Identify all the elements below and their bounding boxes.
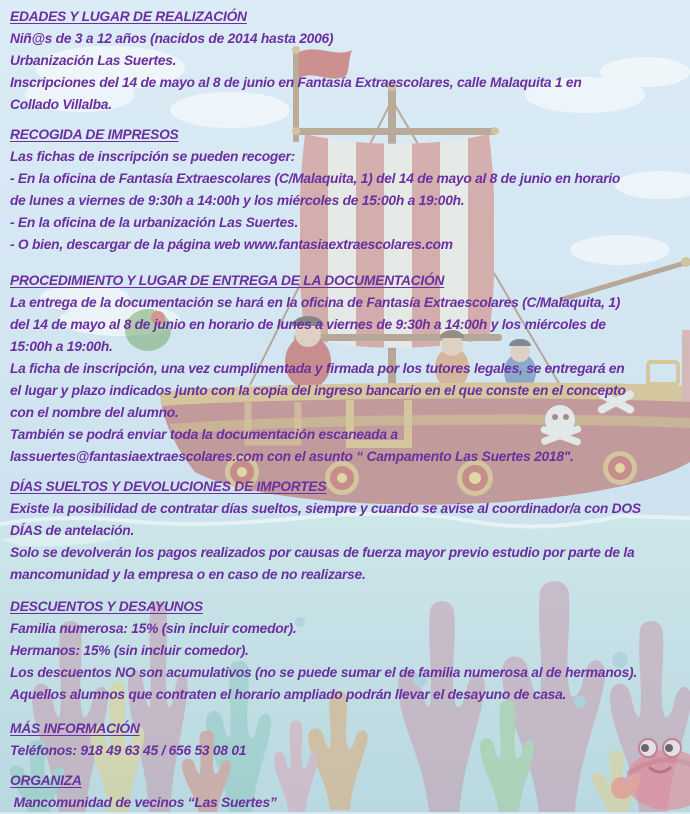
- section-edades: [10, 6, 690, 116]
- text-line: La entrega de la documentación se hará en la oficina de Fantasía Extraescolares (C/Malaquita, 1): [10, 295, 621, 310]
- section-organiza: [10, 770, 690, 814]
- text-line: Urbanización Las Suertes.: [10, 53, 177, 68]
- text-line: de lunes a viernes de 9:30h a 14:00h y los miércoles de 15:00h a 19:00h.: [10, 193, 465, 208]
- section-descuentos: [10, 596, 690, 706]
- text-line: Familia numerosa: 15% (sin incluir comedor).: [10, 621, 297, 636]
- text-line: Inscripciones del 14 de mayo al 8 de junio en Fantasía Extraescolares, calle Malaquita 1 en: [10, 75, 582, 90]
- section-dias-sueltos: [10, 476, 690, 586]
- text-line: Los descuentos NO son acumulativos (no se puede sumar el de familia numerosa al de hermanos).: [10, 665, 637, 680]
- text-line: Collado Villalba.: [10, 97, 112, 112]
- phone-numbers: Teléfonos: 918 49 63 45 / 656 53 08 01: [10, 743, 247, 758]
- text-line: con el nombre del alumno.: [10, 405, 179, 420]
- text-line: Niñ@s de 3 a 12 años (nacidos de 2014 hasta 2006): [10, 31, 334, 46]
- text-line: - En la oficina de la urbanización Las Suertes.: [10, 215, 299, 230]
- section-heading: DÍAS SUELTOS Y DEVOLUCIONES DE IMPORTES: [10, 479, 327, 494]
- section-recogida: [10, 124, 690, 256]
- text-line: 15:00h a 19:00h.: [10, 339, 113, 354]
- section-heading: EDADES Y LUGAR DE REALIZACIÓN: [10, 9, 247, 24]
- text-line: lassuertes@fantasiaextraescolares.com con el asunto “ Campamento Las Suertes 2018".: [10, 449, 574, 464]
- text-line: También se podrá enviar toda la documentación escaneada a: [10, 427, 398, 442]
- text-line: el lugar y plazo indicados junto con la copia del ingreso bancario en el que conste en el concepto: [10, 383, 626, 398]
- text-line: Las fichas de inscripción se pueden recoger:: [10, 149, 295, 164]
- section-heading: PROCEDIMIENTO Y LUGAR DE ENTREGA DE LA DOCUMENTACIÓN: [10, 273, 445, 288]
- section-heading: ORGANIZA: [10, 773, 82, 788]
- section-heading: RECOGIDA DE IMPRESOS: [10, 127, 179, 142]
- text-line: Hermanos: 15% (sin incluir comedor).: [10, 643, 249, 658]
- text-line: - En la oficina de Fantasía Extraescolares (C/Malaquita, 1) del 14 de mayo al 8 de junio en horario: [10, 171, 621, 186]
- section-heading: DESCUENTOS Y DESAYUNOS: [10, 599, 203, 614]
- section-mas-informacion: [10, 718, 690, 762]
- text-line: Aquellos alumnos que contraten el horario ampliado podrán llevar el desayuno de casa.: [10, 687, 567, 702]
- text-line: Solo se devolverán los pagos realizados por causas de fuerza mayor previo estudio por parte de la: [10, 545, 635, 560]
- section-heading: MÁS INFORMACIÓN: [10, 721, 140, 736]
- text-line: - O bien, descargar de la página web www.fantasiaextraescolares.com: [10, 237, 453, 252]
- text-line: Existe la posibilidad de contratar días sueltos, siempre y cuando se avise al coordinador/a con DOS: [10, 501, 641, 516]
- text-line: del 14 de mayo al 8 de junio en horario de lunes a viernes de 9:30h a 14:00h y los miércoles de: [10, 317, 606, 332]
- section-procedimiento: [10, 270, 690, 468]
- text-line: mancomunidad y la empresa o en caso de no realizarse.: [10, 567, 366, 582]
- text-line: DÍAS de antelación.: [10, 523, 135, 538]
- organizer-name: Mancomunidad de vecinos “Las Suertes”: [10, 795, 277, 810]
- text-line: La ficha de inscripción, una vez cumplimentada y firmada por los tutores legales, se entregará en: [10, 361, 625, 376]
